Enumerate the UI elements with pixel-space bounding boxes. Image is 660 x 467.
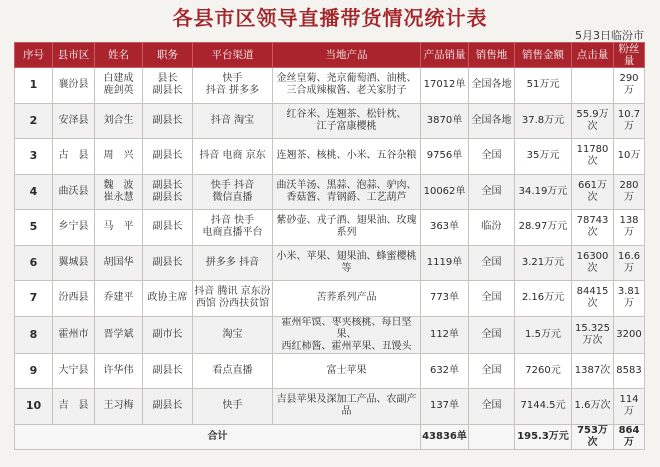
position-cell: 副县长 (143, 389, 193, 425)
platform-cell: 快手 抖音 拼多多 (193, 68, 273, 104)
report-date: 5月3日临汾市 (575, 29, 644, 42)
county-cell: 曲沃县 (53, 174, 95, 210)
sales-cell: 137单 (421, 389, 469, 425)
position-cell: 县长 副县长 (143, 68, 193, 104)
sales-cell: 773单 (421, 281, 469, 317)
page-title: 各县市区领导直播带货情况统计表 (172, 6, 488, 30)
platform-cell: 看点直播 (193, 353, 273, 389)
sales-cell: 632单 (421, 353, 469, 389)
county-cell: 安泽县 (53, 103, 95, 139)
county-cell: 大宁县 (53, 353, 95, 389)
platform-cell: 快手 (193, 389, 273, 425)
total-fans: 864万 (614, 424, 645, 449)
county-cell: 汾西县 (53, 281, 95, 317)
fans-cell: 138万 (614, 210, 645, 246)
fans-cell: 16.6万 (614, 245, 645, 281)
clicks-cell (572, 68, 614, 104)
col-header-no: 序号 (15, 43, 53, 68)
county-cell: 古 县 (53, 139, 95, 175)
row-index: 2 (15, 103, 53, 139)
sales-cell: 9756单 (421, 139, 469, 175)
table-row (15, 68, 645, 104)
row-index: 7 (15, 281, 53, 317)
products-cell: 金丝皇菊、尧京葡萄酒、油桃、 三合成辣椒酱、老关家肘子 (273, 68, 421, 104)
amount-cell: 51万元 (515, 68, 572, 104)
name-cell: 白建成 鹿剑英 (95, 68, 143, 104)
sales-cell: 112单 (421, 316, 469, 353)
clicks-cell: 78743次 (572, 210, 614, 246)
region-cell: 全国 (469, 389, 515, 425)
table-row (15, 174, 645, 210)
fans-cell: 114万 (614, 389, 645, 425)
col-header-name: 姓名 (95, 43, 143, 68)
fans-cell: 8583 (614, 353, 645, 389)
total-region (469, 424, 515, 449)
clicks-cell: 1387次 (572, 353, 614, 389)
row-index: 1 (15, 68, 53, 104)
products-cell: 紫砂壶、戎子酒、翅果油、玫瑰系列 (273, 210, 421, 246)
col-header-products: 当地产品 (273, 43, 421, 68)
products-cell: 霍州年馍、枣夹核桃、每日坚果、 西红柿酱、霍州苹果、丑馒头 (273, 316, 421, 353)
table-row (15, 281, 645, 317)
region-cell: 全国 (469, 245, 515, 281)
region-cell: 临汾 (469, 210, 515, 246)
table-row (15, 353, 645, 389)
region-cell: 全国 (469, 281, 515, 317)
county-cell: 霍州市 (53, 316, 95, 353)
table-row (15, 210, 645, 246)
platform-cell: 淘宝 (193, 316, 273, 353)
sales-cell: 1119单 (421, 245, 469, 281)
position-cell: 政协主席 (143, 281, 193, 317)
products-cell: 小米、苹果、翅果油、蜂蜜樱桃等 (273, 245, 421, 281)
total-clicks: 753万次 (572, 424, 614, 449)
position-cell: 副县长 (143, 103, 193, 139)
total-label: 合计 (15, 424, 421, 449)
col-header-platform: 平台渠道 (193, 43, 273, 68)
col-header-fans: 粉丝量 (614, 43, 645, 68)
name-cell: 乔建平 (95, 281, 143, 317)
amount-cell: 3.21万元 (515, 245, 572, 281)
region-cell: 全国各地 (469, 68, 515, 104)
sales-cell: 10062单 (421, 174, 469, 210)
col-header-clicks: 点击量 (572, 43, 614, 68)
position-cell: 副县长 (143, 353, 193, 389)
position-cell: 副市长 (143, 316, 193, 353)
fans-cell: 290万 (614, 68, 645, 104)
name-cell: 周 兴 (95, 139, 143, 175)
fans-cell: 3200 (614, 316, 645, 353)
region-cell: 全国 (469, 353, 515, 389)
products-cell: 富士苹果 (273, 353, 421, 389)
products-cell: 红谷米、连翘茶、松针枕、 江子富康樱桃 (273, 103, 421, 139)
table-row (15, 389, 645, 425)
platform-cell: 抖音 淘宝 (193, 103, 273, 139)
region-cell: 全国 (469, 139, 515, 175)
platform-cell: 拼多多 抖音 (193, 245, 273, 281)
platform-cell: 抖音 腾讯 京东汾 西馆 汾西扶贫馆 (193, 281, 273, 317)
region-cell: 全国 (469, 174, 515, 210)
stats-table (14, 42, 645, 450)
fans-cell: 10万 (614, 139, 645, 175)
total-amount: 195.3万元 (515, 424, 572, 449)
clicks-cell: 84415次 (572, 281, 614, 317)
row-index: 5 (15, 210, 53, 246)
amount-cell: 37.8万元 (515, 103, 572, 139)
position-cell: 副县长 (143, 245, 193, 281)
fans-cell: 10.7万 (614, 103, 645, 139)
row-index: 10 (15, 389, 53, 425)
row-index: 4 (15, 174, 53, 210)
col-header-title: 职务 (143, 43, 193, 68)
row-index: 6 (15, 245, 53, 281)
clicks-cell: 16300次 (572, 245, 614, 281)
region-cell: 全国 (469, 316, 515, 353)
position-cell: 副县长 副县长 (143, 174, 193, 210)
products-cell: 连翘茶、核桃、小米、五谷杂粮 (273, 139, 421, 175)
table-row (15, 316, 645, 353)
amount-cell: 35万元 (515, 139, 572, 175)
clicks-cell: 11780次 (572, 139, 614, 175)
county-cell: 襄汾县 (53, 68, 95, 104)
amount-cell: 7260元 (515, 353, 572, 389)
fans-cell: 280万 (614, 174, 645, 210)
row-index: 9 (15, 353, 53, 389)
row-index: 3 (15, 139, 53, 175)
clicks-cell: 661万次 (572, 174, 614, 210)
name-cell: 王习梅 (95, 389, 143, 425)
table-row (15, 103, 645, 139)
county-cell: 乡宁县 (53, 210, 95, 246)
col-header-region: 销售地 (469, 43, 515, 68)
county-cell: 翼城县 (53, 245, 95, 281)
sales-cell: 3870单 (421, 103, 469, 139)
clicks-cell: 1.6万次 (572, 389, 614, 425)
clicks-cell: 55.9万次 (572, 103, 614, 139)
platform-cell: 快手 抖音 微信直播 (193, 174, 273, 210)
name-cell: 胡国华 (95, 245, 143, 281)
products-cell: 曲沃羊汤、黑蒜、泡蒜、驴肉、 香菇酱、青钢爵、工艺葫芦 (273, 174, 421, 210)
name-cell: 马 平 (95, 210, 143, 246)
products-cell: 吉县苹果及深加工产品、农副产品 (273, 389, 421, 425)
products-cell: 苦荞系列产品 (273, 281, 421, 317)
row-index: 8 (15, 316, 53, 353)
name-cell: 晋学斌 (95, 316, 143, 353)
total-sales: 43836单 (421, 424, 469, 449)
position-cell: 副县长 (143, 139, 193, 175)
name-cell: 魏 波 崔永慧 (95, 174, 143, 210)
sales-cell: 17012单 (421, 68, 469, 104)
platform-cell: 抖音 快手 电商直播平台 (193, 210, 273, 246)
fans-cell: 3.81万 (614, 281, 645, 317)
amount-cell: 1.5万元 (515, 316, 572, 353)
amount-cell: 34.19万元 (515, 174, 572, 210)
col-header-county: 县市区 (53, 43, 95, 68)
amount-cell: 2.16万元 (515, 281, 572, 317)
amount-cell: 7144.5元 (515, 389, 572, 425)
name-cell: 许华伟 (95, 353, 143, 389)
table-row (15, 245, 645, 281)
name-cell: 刘合生 (95, 103, 143, 139)
region-cell: 全国各地 (469, 103, 515, 139)
amount-cell: 28.97万元 (515, 210, 572, 246)
platform-cell: 抖音 电商 京东 (193, 139, 273, 175)
sales-cell: 363单 (421, 210, 469, 246)
county-cell: 吉 县 (53, 389, 95, 425)
clicks-cell: 15.325万次 (572, 316, 614, 353)
total-row (15, 424, 645, 449)
position-cell: 副县长 (143, 210, 193, 246)
col-header-sales: 产品销量 (421, 43, 469, 68)
header-row (15, 43, 645, 68)
col-header-amount: 销售金额 (515, 43, 572, 68)
table-row (15, 139, 645, 175)
